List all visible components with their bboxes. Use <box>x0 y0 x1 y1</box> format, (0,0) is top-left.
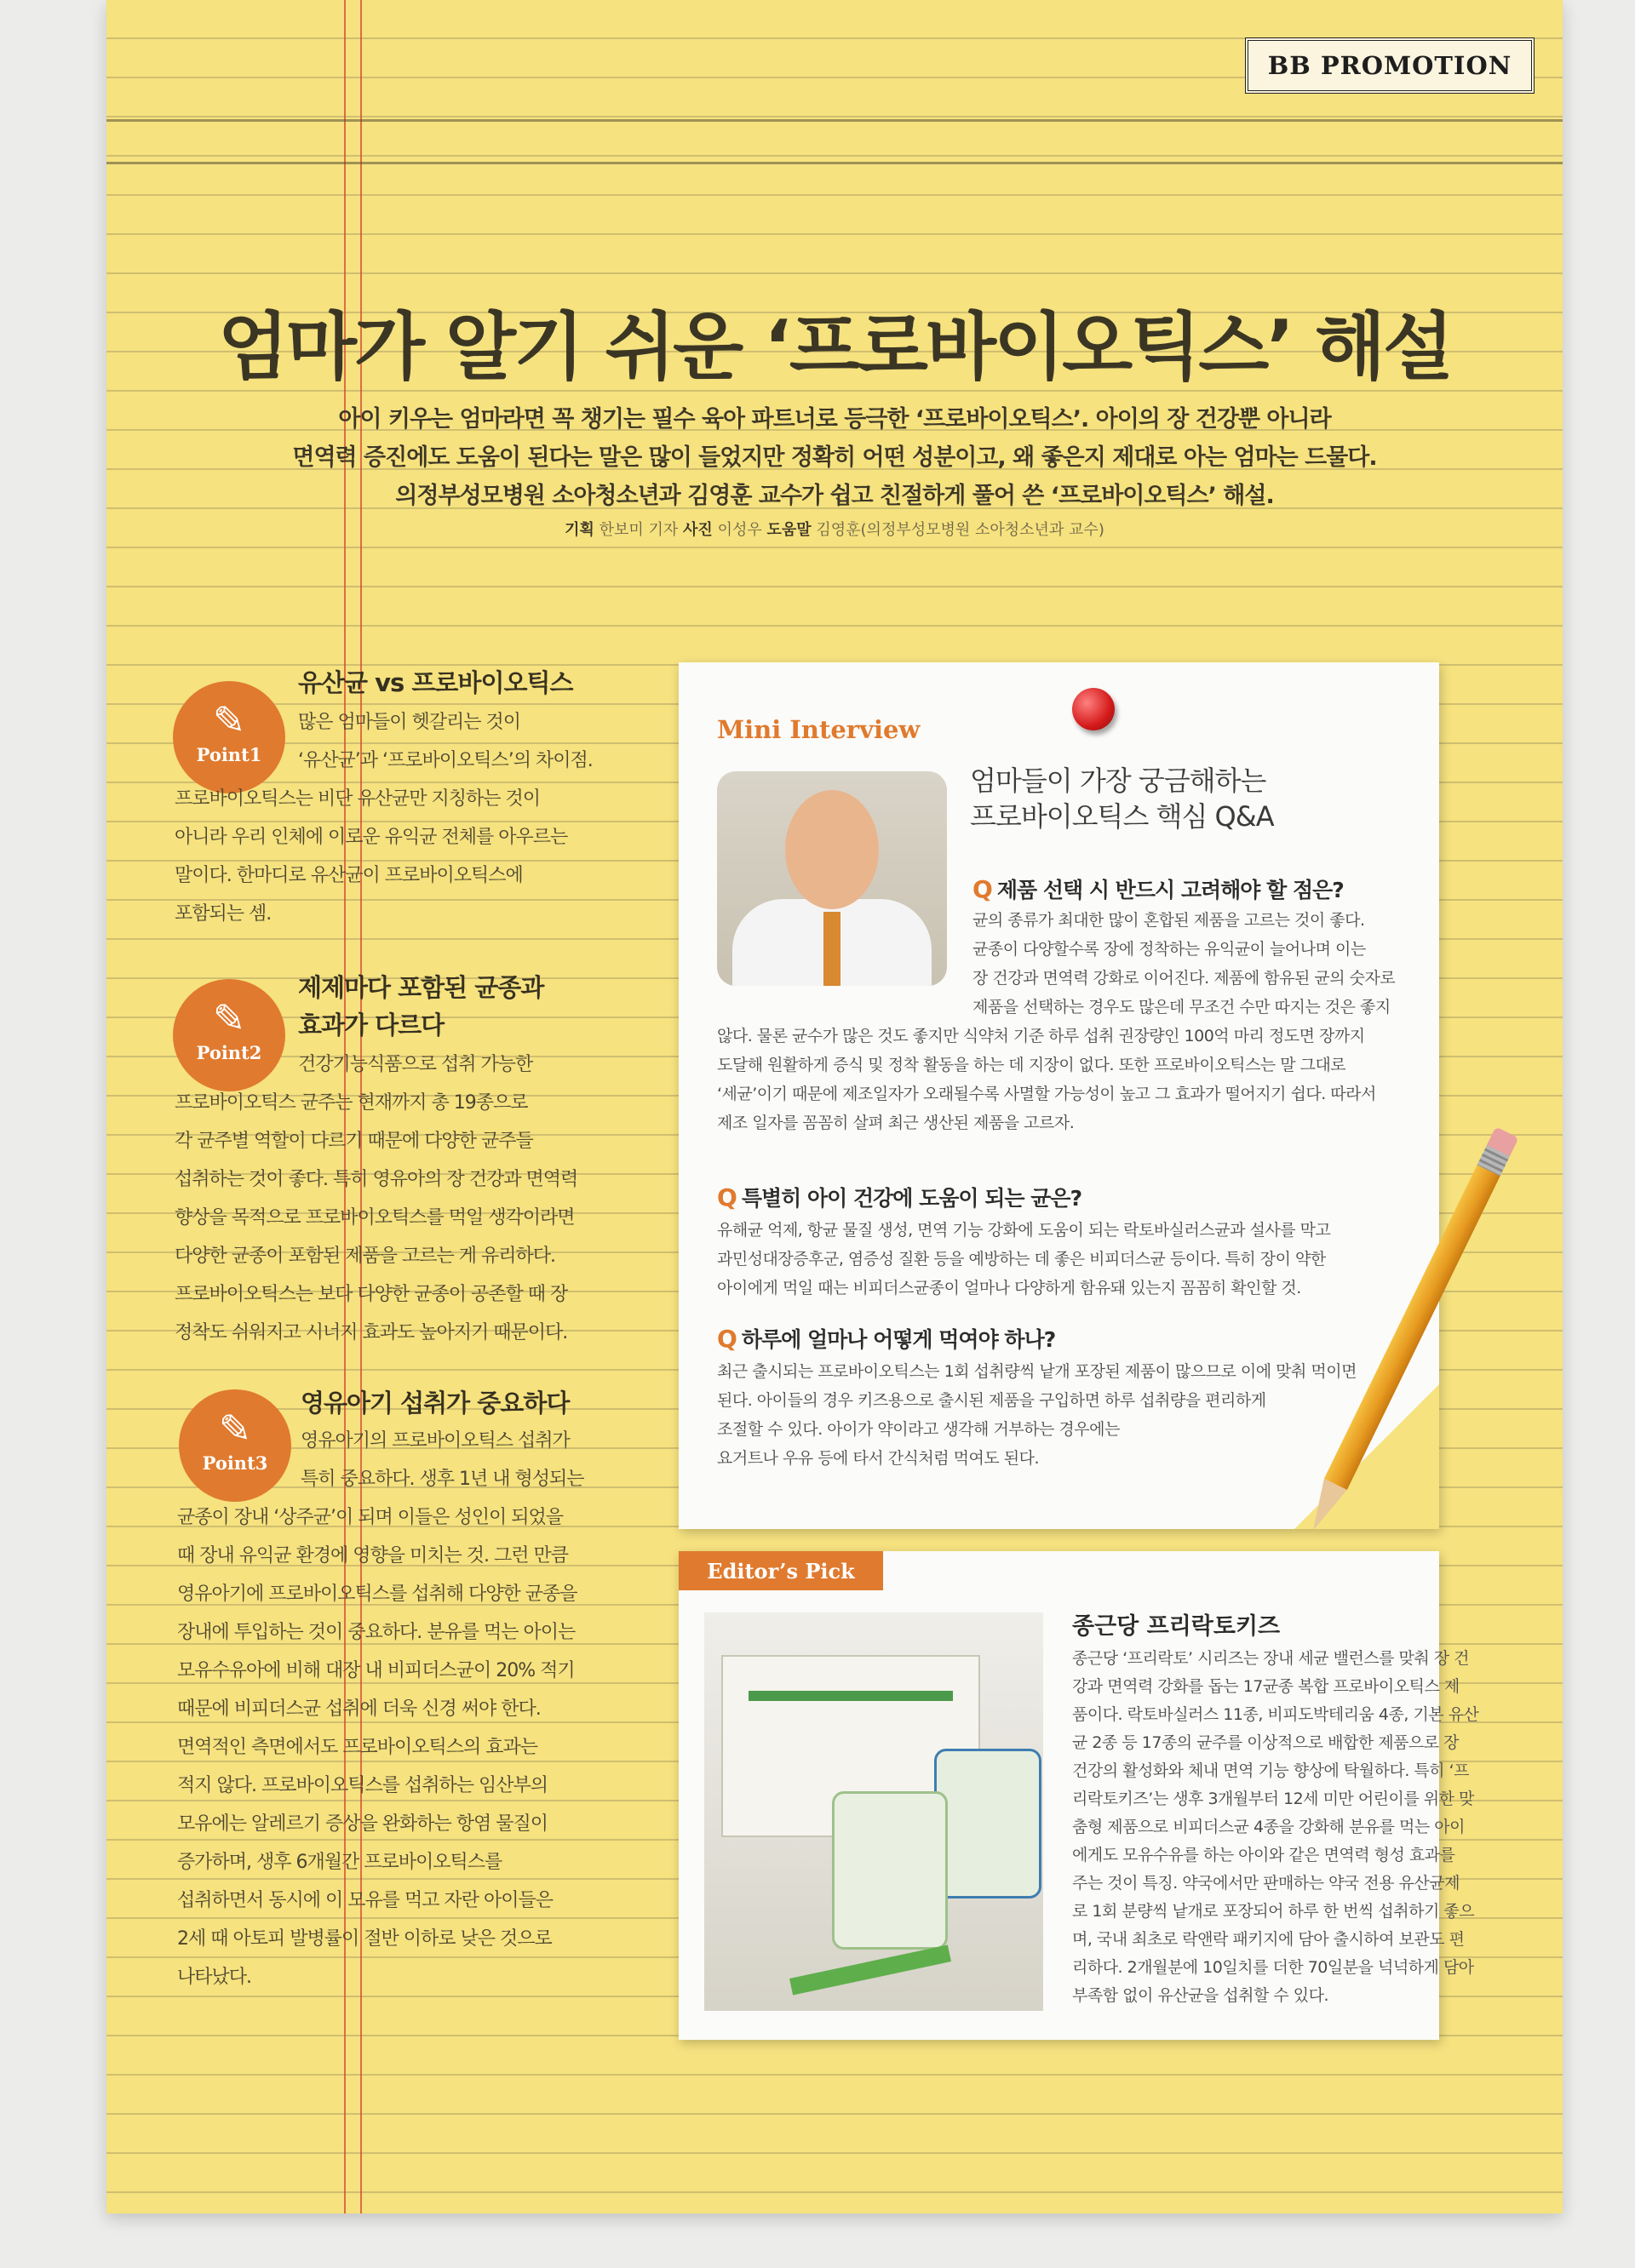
point3-body-line: 적지 않다. 프로바이오틱스를 섭취하는 임산부의 <box>177 1775 548 1796</box>
point3-body-line: 때 장내 유익균 환경에 영향을 미치는 것. 그런 만큼 <box>177 1545 568 1566</box>
answer-line: 과민성대장증후군, 염증성 질환 등을 예방하는 데 좋은 비피더스균 등이다. 특히 장이 약한 <box>717 1250 1326 1269</box>
answer-line: 제품을 선택하는 경우도 많은데 무조건 수만 따지는 것은 좋지 <box>972 998 1391 1017</box>
point2-body-line: 다양한 균종이 포함된 제품을 고르는 게 유리하다. <box>175 1246 555 1267</box>
answer-line: 균종이 다양할수록 장에 정착하는 유익균이 늘어나며 이는 <box>972 940 1366 959</box>
point3-body-line: 섭취하면서 동시에 이 모유를 먹고 자란 아이들은 <box>177 1890 554 1911</box>
product-name: 종근당 프리락토키즈 <box>1072 1613 1281 1640</box>
lead-line: 아이 키우는 엄마라면 꼭 챙기는 필수 육아 파트너로 등극한 ‘프로바이오틱스’. 아이의 장 건강뿐 아니라 <box>338 406 1331 432</box>
product-description <box>1072 1645 1478 2010</box>
answer-1-top <box>972 906 1395 1022</box>
question-text: 특별히 아이 건강에 도움이 되는 균은? <box>741 1186 1082 1211</box>
point2-body-line: 섭취하는 것이 좋다. 특히 영유아의 장 건강과 면역력 <box>175 1169 578 1190</box>
credit-photo-value: 이성우 <box>717 521 762 539</box>
answer-3 <box>717 1357 1357 1473</box>
lead-line: 의정부성모병원 소아청소년과 김영훈 교수가 쉽고 친절하게 풀어 쓴 ‘프로바이오틱스’ 해설. <box>395 483 1274 509</box>
point2-body-line: 프로바이오틱스는 보다 다양한 균종이 공존할 때 장 <box>175 1284 568 1305</box>
answer-line: 된다. 아이들의 경우 키즈용으로 출시된 제품을 구입하면 하루 섭취량을 편리하게 <box>717 1391 1266 1410</box>
description-line: 균 2종 등 17종의 균주를 이상적으로 배합한 제품으로 장 <box>1072 1733 1460 1752</box>
answer-line: 요거트나 우유 등에 타서 간식처럼 먹여도 된다. <box>717 1449 1040 1468</box>
answer-line: 아이에게 먹일 때는 비피더스균종이 얼마나 다양하게 함유돼 있는지 꼼꼼히 확인할 것. <box>717 1279 1301 1297</box>
point2-body-line: 프로바이오틱스 균주는 현재까지 총 19종으로 <box>175 1092 528 1114</box>
answer-line: 조절할 수 있다. 아이가 약이라고 생각해 거부하는 경우에는 <box>717 1420 1120 1439</box>
answer-line: 장 건강과 면역력 강화로 이어진다. 제품에 함유된 균의 숫자로 <box>972 969 1396 988</box>
credit-help-label: 도움말 <box>766 521 812 539</box>
point2-heading-line: 효과가 다르다 <box>298 1011 445 1040</box>
point1-label: Point1 <box>196 744 262 765</box>
answer-line: 최근 출시되는 프로바이오틱스는 1회 섭취량씩 낱개 포장된 제품이 많으므로 이에 맞춰 먹이면 <box>717 1362 1357 1381</box>
article-title: 엄마가 알기 쉬운 ‘프로바이오틱스’ 해설 <box>217 305 1452 390</box>
point3-body <box>177 1422 584 1996</box>
credit-plan-value: 한보미 기자 <box>599 521 679 539</box>
point3-body-line: 모유에는 알레르기 증상을 완화하는 항염 물질이 <box>177 1813 548 1835</box>
promotion-badge: BB PROMOTION <box>1245 37 1535 94</box>
pad-binding-line <box>106 162 1563 164</box>
point1-heading-line: 유산균 vs 프로바이오틱스 <box>298 668 573 697</box>
q-mark: Q <box>972 875 992 903</box>
mini-interview-title: Mini Interview <box>717 715 921 744</box>
point1-heading <box>298 664 573 702</box>
pencil-icon: ✎ <box>212 697 246 743</box>
doctor-portrait <box>717 771 947 986</box>
answer-line: 균의 종류가 최대한 많이 혼합된 제품을 고르는 것이 좋다. <box>972 911 1365 930</box>
lead-line: 면역력 증진에도 도움이 된다는 말은 많이 들었지만 정확히 어떤 성분이고, 왜 좋은지 제대로 아는 엄마는 드물다. <box>292 444 1377 471</box>
point1-body-line: ‘유산균’과 ‘프로바이오틱스’의 차이점. <box>298 750 593 771</box>
pencil-icon: ✎ <box>218 1406 252 1452</box>
point2-body-line: 정착도 쉬워지고 시너지 효과도 높아지기 때문이다. <box>175 1322 568 1343</box>
article-credit <box>204 518 1465 540</box>
point3-body-line: 면역적인 측면에서도 프로바이오틱스의 효과는 <box>177 1737 538 1758</box>
answer-1-bottom <box>717 1022 1376 1137</box>
point2-body-line: 향상을 목적으로 프로바이오틱스를 먹일 생각이라면 <box>175 1207 575 1228</box>
point3-body-line: 영유아기에 프로바이오틱스를 섭취해 다양한 균종을 <box>177 1584 577 1605</box>
point3-heading-line: 영유아기 섭취가 중요하다 <box>301 1389 570 1418</box>
editors-pick-card <box>679 1551 1479 2040</box>
product-jar <box>934 1749 1041 1899</box>
point2-body <box>175 1045 577 1352</box>
point1-body-line: 포함되는 셈. <box>175 903 272 925</box>
subtitle-line: 엄마들이 가장 궁금해하는 <box>970 765 1266 797</box>
answer-line: ‘세균’이기 때문에 제조일자가 오래될수록 사멸할 가능성이 높고 그 효과가 떨어지기 쉽다. 따라서 <box>717 1085 1376 1103</box>
description-line: 강과 면역력 강화를 돕는 17균종 복합 프로바이오틱스 제 <box>1072 1677 1460 1696</box>
description-line: 춤형 제품으로 비피더스균 4종을 강화해 분유를 먹는 아이 <box>1072 1818 1466 1836</box>
point3-body-line: 균종이 장내 ‘상주균’이 되며 이들은 성인이 되었을 <box>177 1507 563 1528</box>
pad-binding-line <box>106 119 1563 122</box>
point1-body-line: 말이다. 한마디로 유산균이 프로바이오틱스에 <box>175 865 523 886</box>
point2-label: Point2 <box>196 1042 262 1063</box>
product-sticks <box>789 1944 951 1995</box>
answer-line: 않다. 물론 균수가 많은 것도 좋지만 식약처 기준 하루 섭취 권장량인 100억 마리 정도면 장까지 <box>717 1027 1365 1045</box>
answer-2 <box>717 1216 1330 1303</box>
q-mark: Q <box>717 1183 737 1211</box>
point1-body-line: 아니라 우리 인체에 이로운 유익균 전체를 아우르는 <box>175 827 568 848</box>
article-lead <box>204 400 1465 515</box>
point2-body-line: 건강기능식품으로 섭취 가능한 <box>298 1054 533 1075</box>
description-line: 리락토키즈’는 생후 3개월부터 12세 미만 어린이를 위한 맞 <box>1072 1790 1474 1808</box>
description-line: 로 1회 분량씩 낱개로 포장되어 하루 한 번씩 섭취하기 좋으 <box>1072 1902 1475 1921</box>
description-line: 종근당 ‘프리락토’ 시리즈는 장내 세균 밸런스를 맞춰 장 건 <box>1072 1649 1470 1668</box>
point1-body-line: 프로바이오틱스는 비단 유산균만 지칭하는 것이 <box>175 788 541 810</box>
point3-body-line: 모유수유아에 비해 대장 내 비피더스균이 20% 적기 <box>177 1660 575 1681</box>
answer-line: 유해균 억제, 항균 물질 생성, 면역 기능 강화에 도움이 되는 락토바실러스균과 설사를 막고 <box>717 1221 1331 1240</box>
credit-photo-label: 사진 <box>683 521 713 539</box>
description-line: 주는 것이 특징. 약국에서만 판매하는 약국 전용 유산균제 <box>1072 1874 1460 1893</box>
point3-label: Point3 <box>202 1452 268 1474</box>
answer-line: 도달해 원활하게 증식 및 정착 활동을 하는 데 지장이 없다. 또한 프로바이오틱스는 말 그대로 <box>717 1056 1346 1074</box>
description-line: 건강의 활성화와 체내 면역 기능 향상에 탁월하다. 특히 ‘프 <box>1072 1761 1470 1780</box>
point2-heading <box>298 969 543 1044</box>
product-photo <box>704 1612 1043 2011</box>
credit-plan-label: 기획 <box>565 521 594 539</box>
question-2 <box>717 1182 1081 1212</box>
question-1 <box>972 873 1344 904</box>
description-line: 품이다. 락토바실러스 11종, 비피도박테리움 4종, 기본 유산 <box>1072 1705 1479 1724</box>
editors-pick-tab: Editor’s Pick <box>679 1551 883 1590</box>
point1-body-line: 많은 엄마들이 헷갈리는 것이 <box>298 712 521 733</box>
point3-body-line: 영유아기의 프로바이오틱스 섭취가 <box>301 1430 570 1452</box>
point3-heading <box>301 1384 569 1422</box>
question-text: 하루에 얼마나 어떻게 먹여야 하나? <box>741 1327 1056 1352</box>
point2-heading-line: 제제마다 포함된 균종과 <box>298 973 544 1002</box>
description-line: 에게도 모유수유를 하는 아이와 같은 면역력 형성 효과를 <box>1072 1846 1455 1864</box>
point3-body-line: 장내에 투입하는 것이 중요하다. 분유를 먹는 아이는 <box>177 1622 576 1643</box>
point3-body-line: 특히 중요하다. 생후 1년 내 형성되는 <box>301 1469 584 1490</box>
point2-body-line: 각 균주별 역할이 다르기 때문에 다양한 균주들 <box>175 1131 533 1152</box>
point3-body-line: 증가하며, 생후 6개월간 프로바이오틱스를 <box>177 1852 502 1873</box>
push-pin-icon <box>1072 688 1115 730</box>
description-line: 리하다. 2개월분에 10일치를 더한 70일분을 넉넉하게 담아 <box>1072 1958 1474 1977</box>
credit-help-value: 김영훈(의정부성모병원 소아청소년과 교수) <box>816 521 1104 539</box>
point1-body <box>175 703 593 933</box>
question-text: 제품 선택 시 반드시 고려해야 할 점은? <box>996 878 1344 902</box>
point3-body-line: 나타났다. <box>177 1967 252 1988</box>
mini-interview-card <box>679 662 1439 1529</box>
answer-line: 제조 일자를 꼼꼼히 살펴 최근 생산된 제품을 고르자. <box>717 1114 1075 1132</box>
subtitle-line: 프로바이오틱스 핵심 Q&A <box>970 800 1274 833</box>
description-line: 부족함 없이 유산균을 섭취할 수 있다. <box>1072 1986 1329 2005</box>
question-3 <box>717 1323 1055 1354</box>
q-mark: Q <box>717 1325 737 1353</box>
product-jar <box>832 1791 948 1950</box>
point3-body-line: 2세 때 아토피 발병률이 절반 이하로 낮은 것으로 <box>177 1928 552 1950</box>
description-line: 며, 국내 최초로 락앤락 패키지에 담아 출시하여 보관도 편 <box>1072 1930 1465 1949</box>
point3-body-line: 때문에 비피더스균 섭취에 더욱 신경 써야 한다. <box>177 1698 541 1720</box>
pencil-icon: ✎ <box>212 995 246 1041</box>
mini-interview-subtitle <box>970 763 1274 834</box>
